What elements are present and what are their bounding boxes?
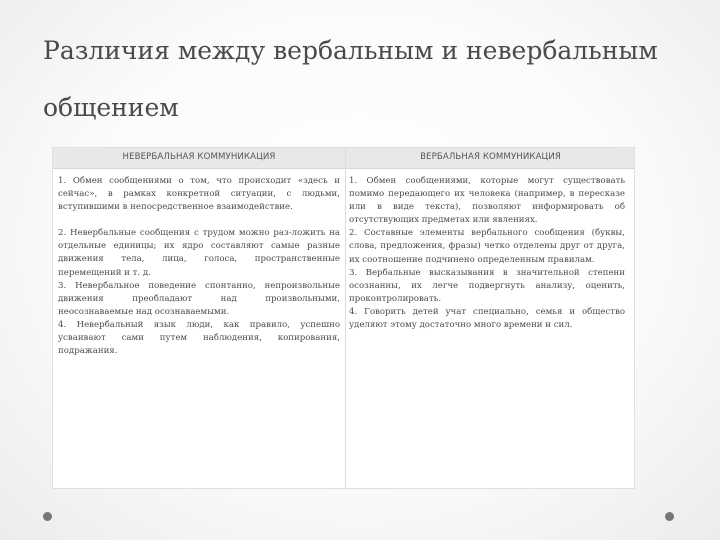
verbal-point-3: 3. Вербальные высказывания в значительной степени осознанны, их легче подвергнуть анализу, оценить, проконтролировать.	[349, 267, 625, 304]
nonverbal-point-3: 3. Невербальное поведение спонтанно, непроизвольные движения преобладают над произвольными, неосознаваемые над осознаваемыми.	[58, 280, 340, 317]
header-verbal: ВЕРБАЛЬНАЯ КОММУНИКАЦИЯ	[420, 152, 561, 162]
bullet-dot-right	[665, 512, 674, 521]
verbal-point-2: 2. Составные элементы вербального сообщения (буквы, слова, предложения, фразы) четко отделены друг от друга, их соотношение подчинено определенным правилам.	[349, 228, 625, 265]
nonverbal-point-4: 4. Невербальный язык люди, как правило, успешно усваивают сами путем наблюдения, копирования, подражания.	[58, 319, 340, 357]
verbal-point-1: 1. Обмен сообщениями, которые могут существовать помимо передающего их человека (например, в пересказе или в виде текста), позволяют информировать об отсутствующих предметах или явлениях.	[349, 176, 625, 226]
table-header-row	[53, 148, 634, 168]
paragraph-gap	[58, 214, 340, 227]
cell-nonverbal	[58, 175, 340, 358]
column-divider	[345, 148, 346, 488]
slide-title	[43, 22, 683, 136]
nonverbal-point-2: 2. Невербальные сообщения с трудом можно раз-ложить на отдельные единицы; их ядро составляют самые разные движения тела, лица, голоса, пространственные перемещений и т. д.	[58, 228, 340, 278]
cell-verbal	[349, 175, 625, 332]
title-line-1: Различия между вербальным и невербальным	[43, 36, 658, 65]
header-nonverbal: НЕВЕРБАЛЬНАЯ КОММУНИКАЦИЯ	[122, 152, 276, 162]
comparison-table	[52, 147, 635, 489]
bullet-dot-left	[43, 512, 52, 521]
title-line-2: общением	[43, 93, 179, 122]
nonverbal-point-1: 1. Обмен сообщениями о том, что происходит «здесь и сейчас», в рамках конкретной ситуации, с людьми, вступившими в непосредственное взаимодействие.	[58, 176, 340, 213]
verbal-point-4: 4. Говорить детей учат специально, семья и общество уделяют этому достаточно много времени и сил.	[349, 306, 625, 331]
table-body-row	[53, 169, 634, 488]
